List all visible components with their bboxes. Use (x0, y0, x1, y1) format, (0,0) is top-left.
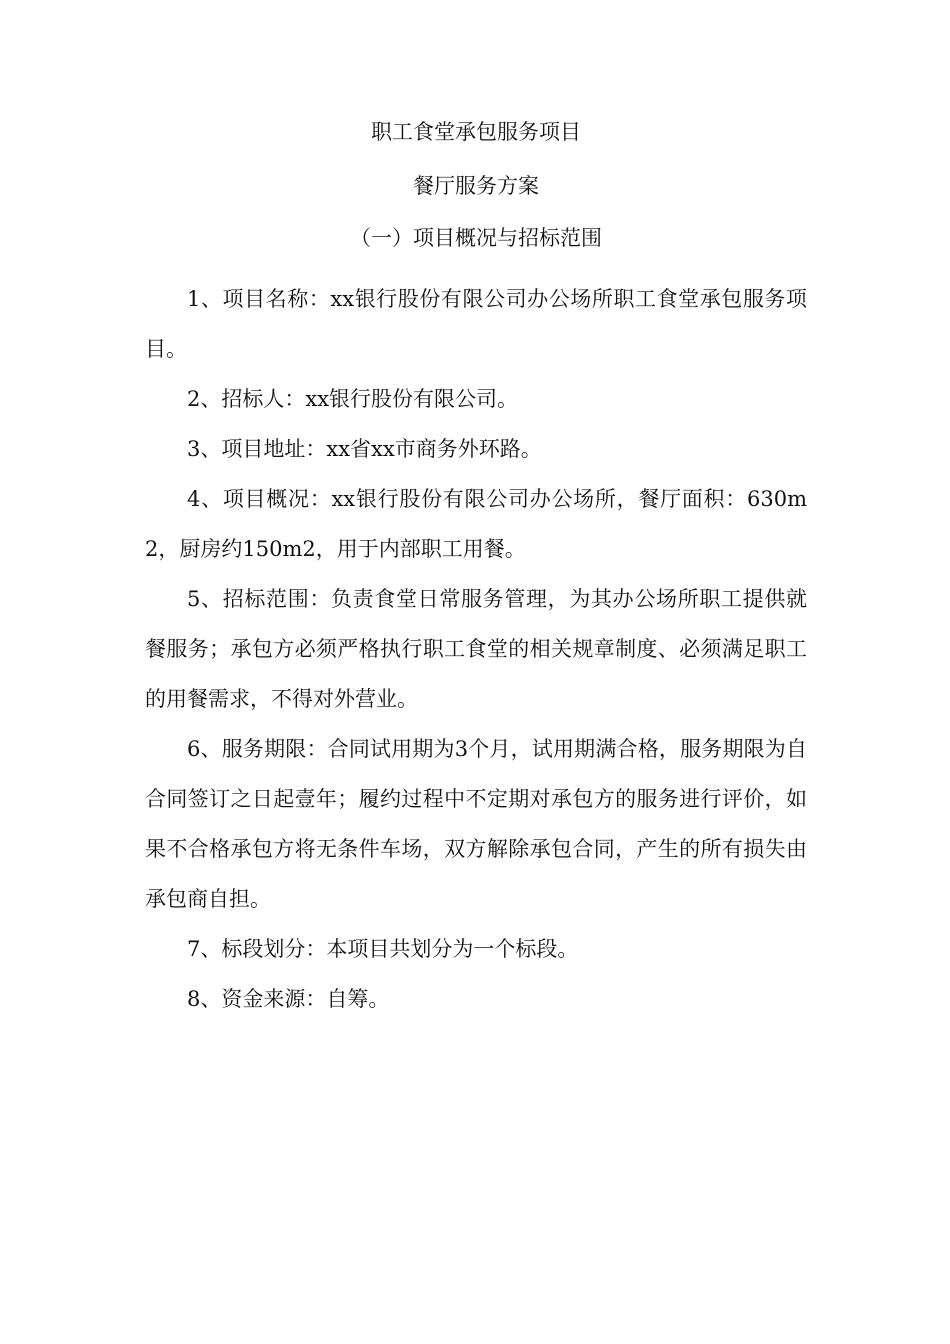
paragraph-fund-source: 8、资金来源：自筹。 (187, 987, 390, 1011)
paragraph-lot-division: 7、标段划分：本项目共划分为一个标段。 (187, 937, 579, 961)
paragraph-service-period: 6、服务期限：合同试用期为3个月，试用期满合格，服务期限为自合同签订之日起壹年；履约过程中不定期对承包方的服务进行评价，如果不合格承包方将无条件车场，双方解除承包合同，产生的所有损失由承包商自担。 (145, 737, 807, 911)
section-heading: （一）项目概况与招标范围 (350, 226, 602, 250)
paragraph-project-name: 1、项目名称：xx银行股份有限公司办公场所职工食堂承包服务项目。 (145, 287, 807, 361)
paragraph-tenderer: 2、招标人：xx银行股份有限公司。 (187, 387, 519, 411)
paragraph-project-address: 3、项目地址：xx省xx市商务外环路。 (187, 437, 542, 461)
paragraph-project-overview: 4、项目概况：xx银行股份有限公司办公场所，餐厅面积：630m2，厨房约150m2，用于内部职工用餐。 (145, 487, 807, 561)
document-title: 职工食堂承包服务项目 (371, 120, 581, 144)
paragraph-tender-scope: 5、招标范围：负责食堂日常服务管理，为其办公场所职工提供就餐服务；承包方必须严格执行职工食堂的相关规章制度、必须满足职工的用餐需求，不得对外营业。 (145, 587, 807, 711)
document-subtitle: 餐厅服务方案 (413, 174, 539, 198)
document-page (145, 118, 807, 1024)
